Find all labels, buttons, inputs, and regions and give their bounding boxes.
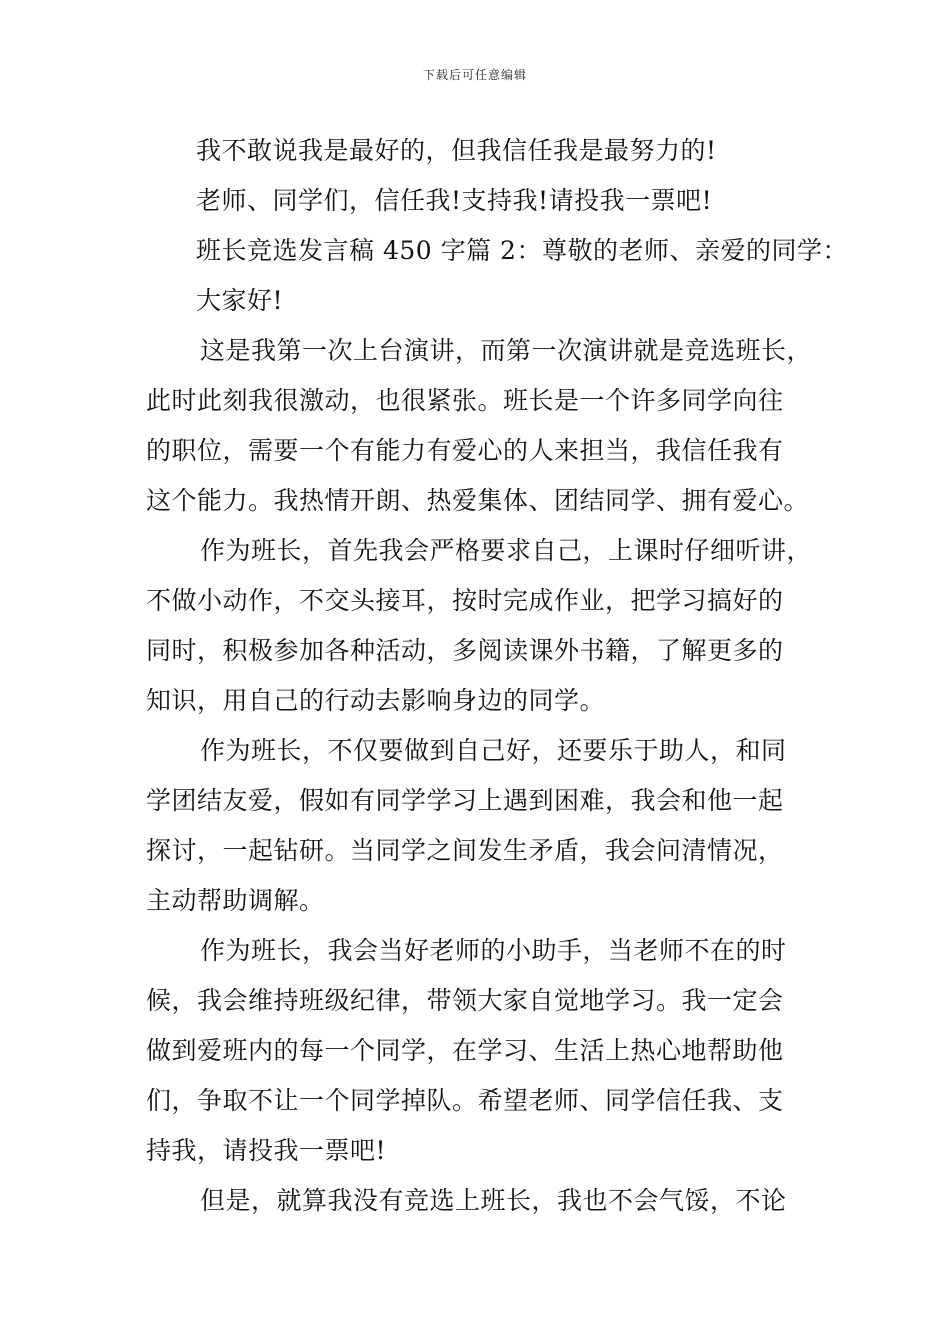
text-line: 不做小动作，不交头接耳，按时完成作业，把学习搞好的 [146,586,784,615]
text-line: 主动帮助调解。 [146,886,325,915]
page-header: 下载后可任意编辑 [422,68,527,82]
text-line: 这个能力。我热情开朗、热爱集体、团结同学、拥有爱心。 [146,486,810,515]
paragraph-first-line: 作为班长，我会当好老师的小助手，当老师不在的时 [200,936,787,965]
text-line: 持我，请投我一票吧! [146,1136,387,1165]
text-line: 老师、同学们，信任我!支持我!请投我一票吧! [196,186,713,215]
text-line: 此时此刻我很激动，也很紧张。班长是一个许多同学向往 [146,386,784,415]
text-line: 大家好! [196,286,284,315]
text-line: 的职位，需要一个有能力有爱心的人来担当，我信任我有 [146,436,784,465]
text-line: 们，争取不让一个同学掉队。希望老师、同学信任我、支 [146,1086,784,1115]
paragraph-first-line: 作为班长，不仅要做到自己好，还要乐于助人，和同 [200,736,787,765]
text-line: 知识，用自己的行动去影响身边的同学。 [146,686,606,715]
text-line: 学团结友爱，假如有同学学习上遇到困难，我会和他一起 [146,786,784,815]
text-line: 同时，积极参加各种活动，多阅读课外书籍，了解更多的 [146,636,784,665]
text-line: 我不敢说我是最好的，但我信任我是最努力的! [196,136,717,165]
text-line: 候，我会维持班级纪律，带领大家自觉地学习。我一定会 [146,986,784,1015]
paragraph-first-line: 这是我第一次上台演讲，而第一次演讲就是竞选班长， [200,336,813,365]
text-line: 做到爱班内的每一个同学，在学习、生活上热心地帮助他 [146,1036,784,1065]
text-line: 探讨，一起钻研。当同学之间发生矛盾，我会问清情况， [146,836,784,865]
paragraph-first-line: 作为班长，首先我会严格要求自己，上课时仔细听讲， [200,536,813,565]
paragraph-first-line: 但是，就算我没有竞选上班长，我也不会气馁，不论 [200,1186,787,1215]
text-line: 班长竞选发言稿 450 字篇 2：尊敬的老师、亲爱的同学： [196,236,848,265]
